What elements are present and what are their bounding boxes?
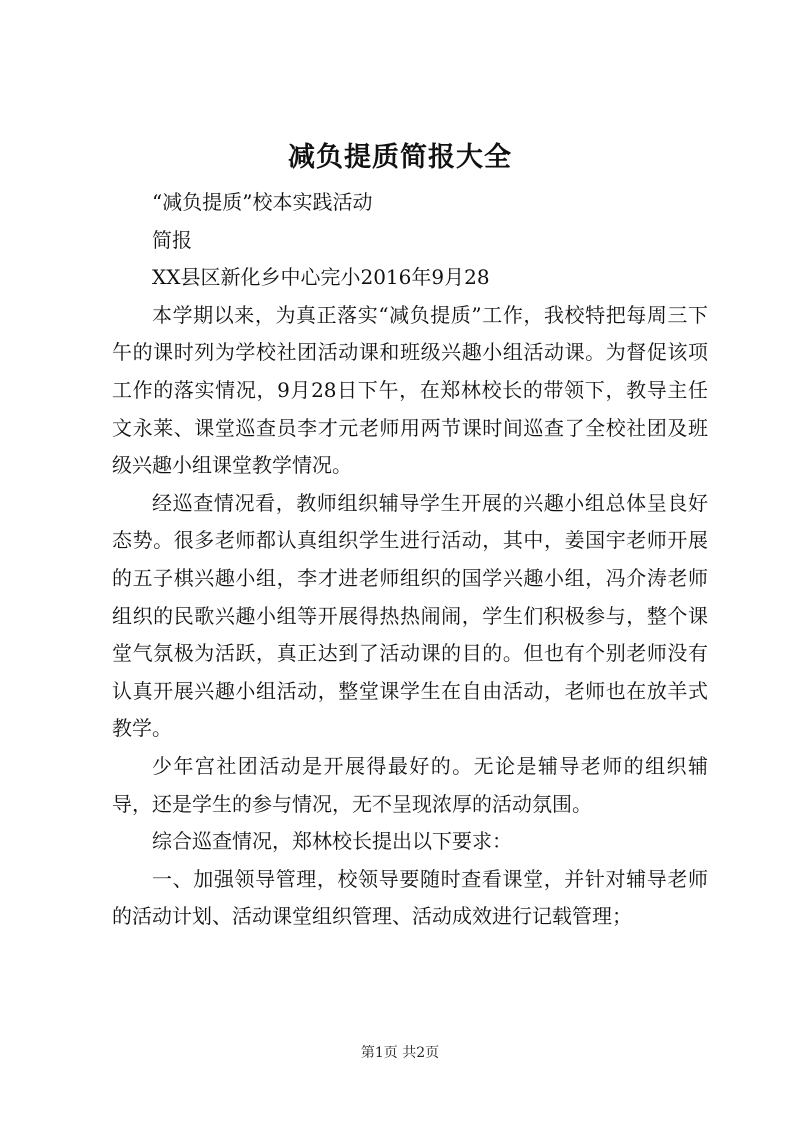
document-body bbox=[112, 184, 708, 936]
report-label-paragraph: 简报 bbox=[152, 227, 192, 252]
intro-paragraph: 本学期以来，为真正落实“减负提质”工作，我校特把每周三下午的课时列为学校社团活动课和班级兴趣小组活动课。为督促该项工作的落实情况，9月28日下午，在郑林校长的带领下，教导主任文永莱、课堂巡查员李才元老师用两节课时间巡查了全校社团及班级兴趣小组课堂教学情况。 bbox=[112, 302, 708, 478]
requirement-1-paragraph: 一、加强领导管理，校领导要随时查看课堂，并针对辅导老师的活动计划、活动课堂组织管理、活动成效进行记载管理； bbox=[112, 866, 708, 929]
page-footer: 第1页 共2页 bbox=[360, 1045, 440, 1061]
subtitle-paragraph: “减负提质”校本实践活动 bbox=[152, 190, 373, 214]
youth-palace-paragraph: 少年宫社团活动是开展得最好的。无论是辅导老师的组织辅导，还是学生的参与情况，无不呈现浓厚的活动氛围。 bbox=[112, 753, 708, 816]
document-title: 减负提质简报大全 bbox=[288, 142, 512, 173]
inspection-paragraph: 经巡查情况看，教师组织辅导学生开展的兴趣小组总体呈良好态势。很多老师都认真组织学生进行活动，其中，姜国宇老师开展的五子棋兴趣小组，李才进老师组织的国学兴趣小组，冯介涛老师组织的民歌兴趣小组等开展得热热闹闹，学生们积极参与，整个课堂气氛极为活跃，真正达到了活动课的目的。但也有个别老师没有认真开展兴趣小组活动，整堂课学生在自由活动，老师也在放羊式教学。 bbox=[112, 490, 708, 741]
requirements-intro-paragraph: 综合巡查情况，郑林校长提出以下要求： bbox=[152, 829, 512, 854]
school-date-paragraph: XX县区新化乡中心完小2016年9月28 bbox=[152, 265, 490, 290]
